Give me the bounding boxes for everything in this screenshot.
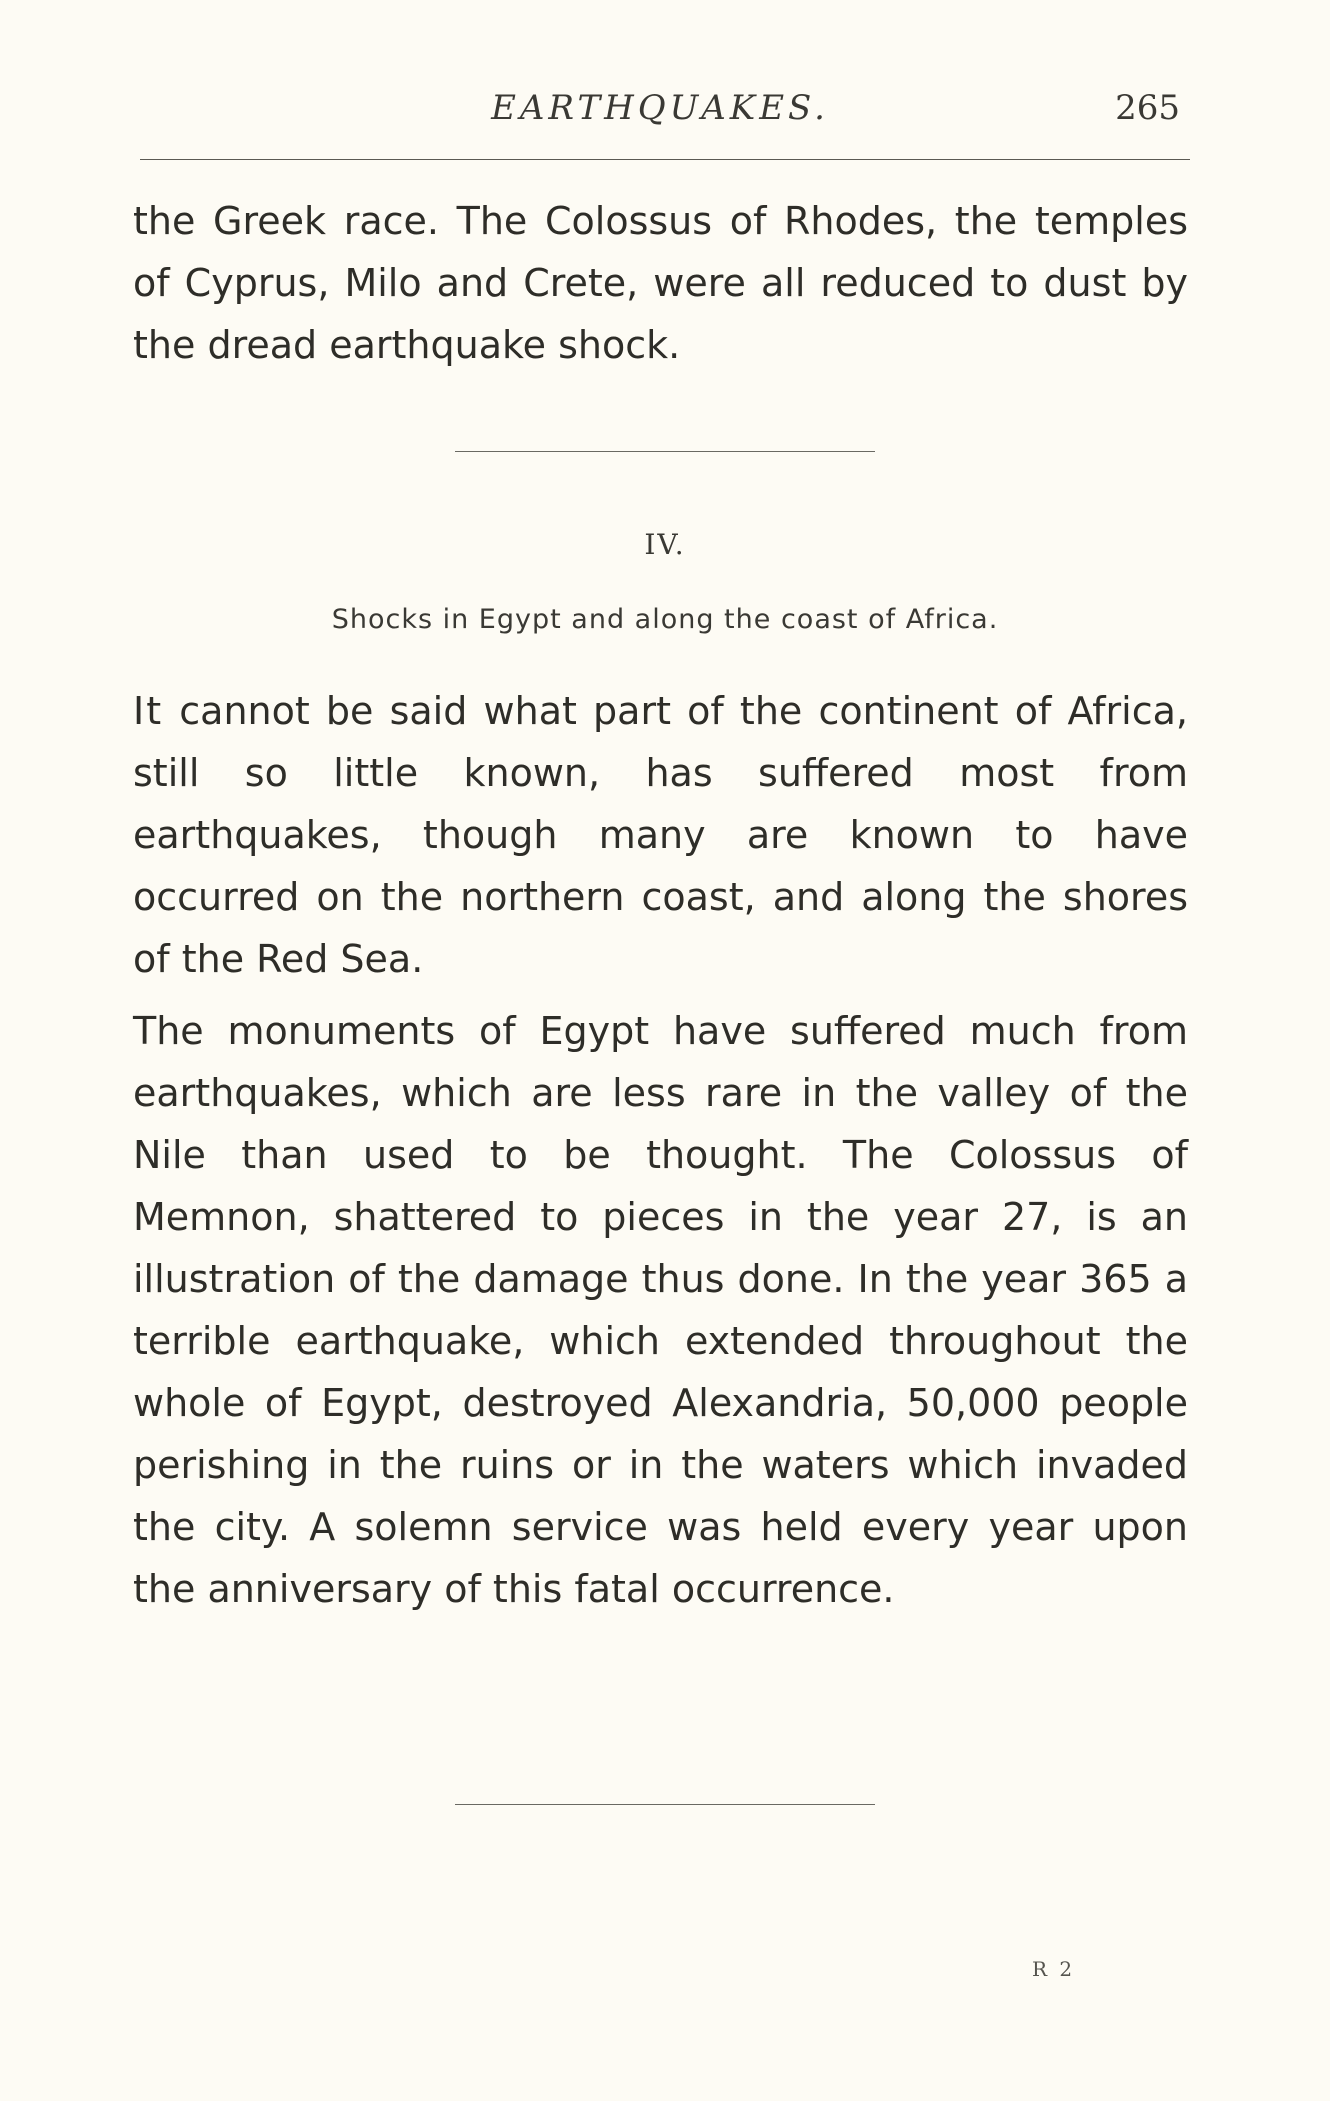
paragraph-africa-text: cannot be said what part of the continent of Africa, still so little known, has suffered most from earthquakes, though many are known to have occurred on the northern coast, and along the shores of the Red Sea. [133,689,1188,981]
paragraph-lead-word: It [133,689,164,733]
page-number: 265 [1115,88,1180,128]
section-divider-top [455,451,875,452]
section-title: Shocks in Egypt and along the coast of Africa. [331,604,999,635]
paragraph-africa [133,680,1188,990]
running-head [130,88,1190,148]
paragraph-continuation: the Greek race. The Colossus of Rhodes, the temples of Cyprus, Milo and Crete, were all reduced to dust by the dread earthquake shock. [133,199,1188,367]
signature-mark: R 2 [1032,1957,1076,1981]
paragraph-egypt: The monuments of Egypt have suffered much from earthquakes, which are less rare in the valley of the Nile than used to be thought. The Colossus of Memnon, shattered to pieces in the year 27, is an illustration of the damage thus done. In the year 365 a terrible earthquake, which extended throughout the whole of Egypt, destroyed Alexandria, 50,000 people perishing in the ruins or in the waters which invaded the city. A solemn service was held every year upon the anniversary of this fatal occurrence. [133,1009,1188,1611]
section-number: IV. [644,528,686,561]
header-rule [140,159,1190,160]
section-divider-bottom [455,1804,875,1805]
running-title: EARTHQUAKES. [491,88,829,128]
